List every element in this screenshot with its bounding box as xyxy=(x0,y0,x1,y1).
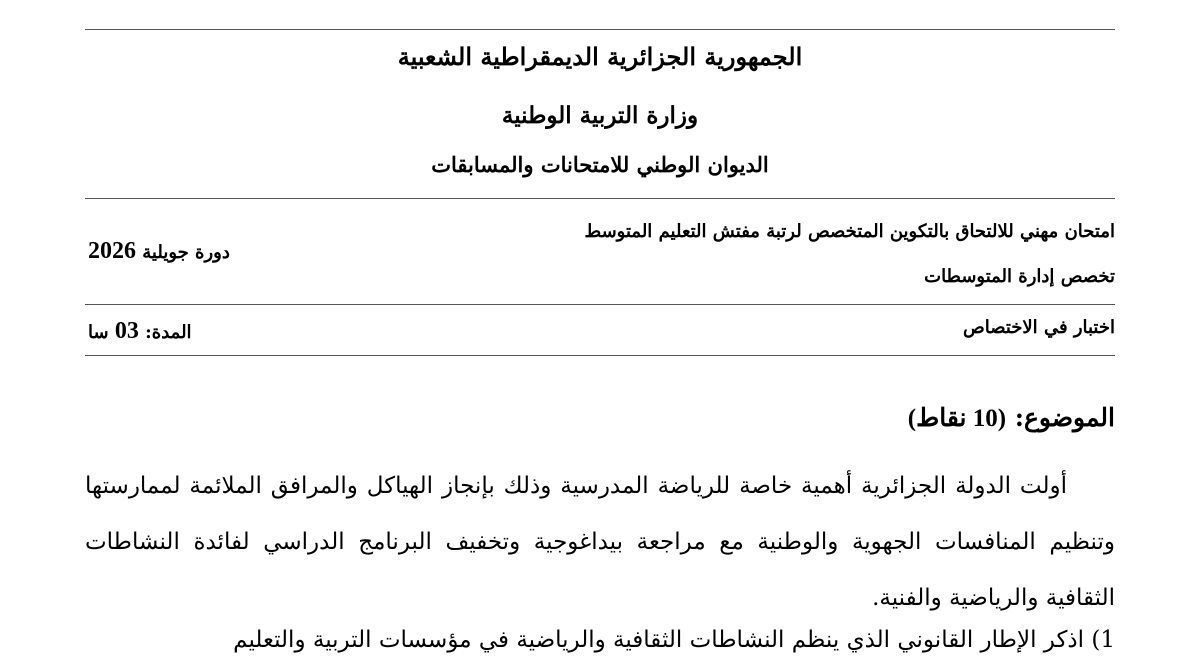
ministry-title: وزارة التربية الوطنية xyxy=(501,102,699,129)
subject-heading xyxy=(908,403,1115,433)
question-1: 1) اذكر الإطار القانوني الذي ينظم النشاطات الثقافية والرياضية في مؤسسات التربية والتعليم xyxy=(233,627,1115,653)
top-rule xyxy=(85,29,1115,30)
exam-info-rule xyxy=(85,304,1115,305)
subject-points: (10 نقاط) xyxy=(907,405,1007,432)
duration-info xyxy=(88,318,192,345)
header-rule xyxy=(85,198,1115,199)
duration-rule xyxy=(85,355,1115,356)
office-title: الديوان الوطني للامتحانات والمسابقات xyxy=(431,152,769,177)
duration-unit: سا xyxy=(88,322,109,343)
duration-value: 03 xyxy=(114,318,139,344)
session-label: دورة جويلية xyxy=(142,242,230,263)
session-year: 2026 xyxy=(88,238,136,264)
republic-title: الجمهورية الجزائرية الديمقراطية الشعبية xyxy=(397,42,803,71)
exam-title-line1: امتحان مهني للالتحاق بالتكوين المتخصص لرتبة مفتش التعليم المتوسط xyxy=(584,221,1115,242)
exam-specialty: تخصص إدارة المتوسطات xyxy=(924,266,1115,287)
duration-label: المدة: xyxy=(145,322,192,343)
subject-paragraph: أولت الدولة الجزائرية أهمية خاصة للرياضة المدرسية وذلك بإنجاز الهياكل والمرافق الملائمة لممارستها وتنظيم المنافسات الجهوية والوطنية مع مراجعة بيداغوجية وتخفيف البرنامج الدراسي لفائدة النشاطات الثقافية والرياضية والفنية. xyxy=(85,473,1115,611)
test-type: اختبار في الاختصاص xyxy=(963,317,1115,338)
subject-body xyxy=(85,458,1115,626)
subject-label: الموضوع: xyxy=(1014,403,1115,432)
session-info xyxy=(88,238,230,265)
